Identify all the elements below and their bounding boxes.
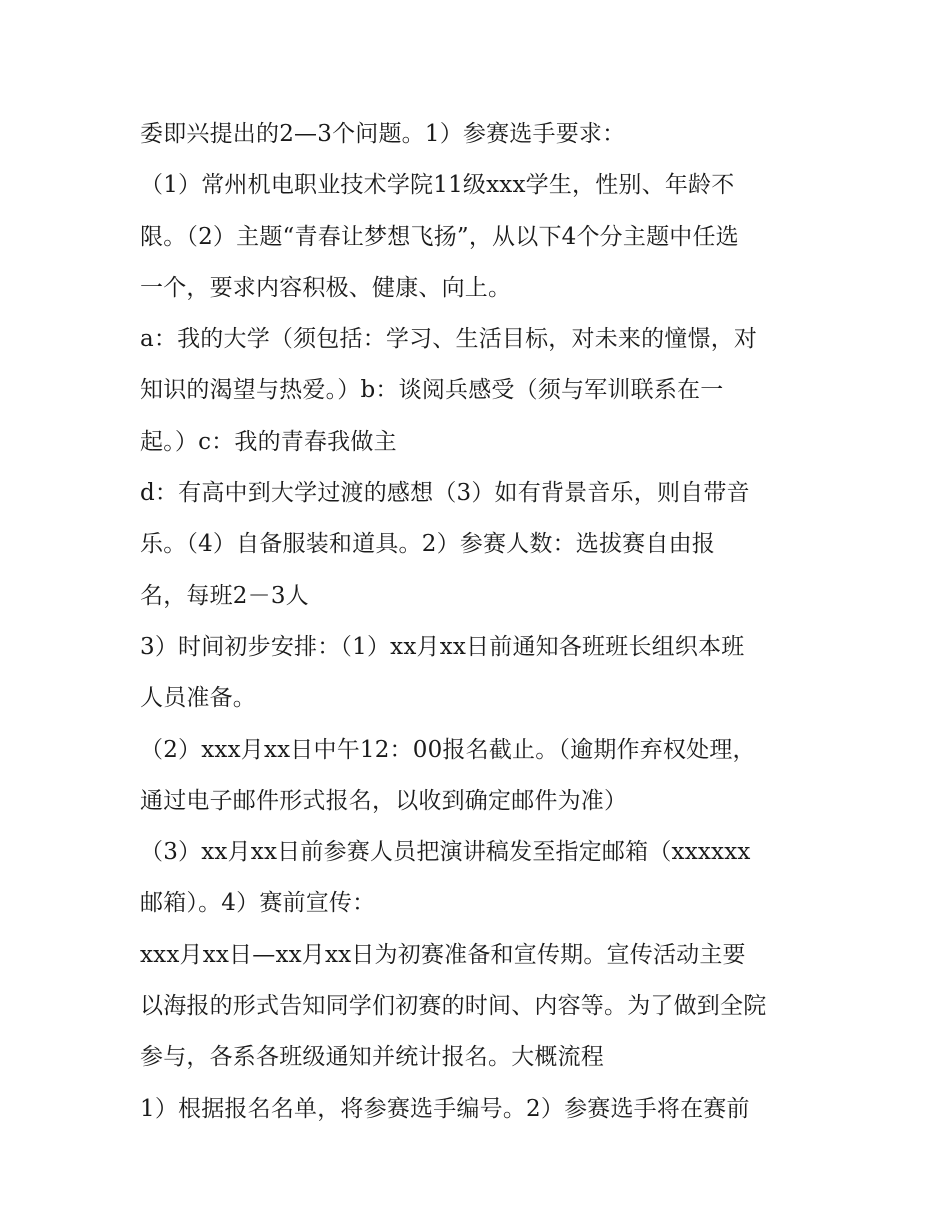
text-line: 知识的渴望与热爱。）b：谈阅兵感受（须与军训联系在一 [140,377,724,404]
text-line: xxx月xx日—xx月xx日为初赛准备和宣传期。宣传活动主要 [140,941,746,968]
text-line: 委即兴提出的2—3个问题。1）参赛选手要求： [140,121,626,147]
text-line: 限。（2）主题“青春让梦想飞扬”，从以下4个分主题中任选 [140,223,739,250]
text-line: 以海报的形式告知同学们初赛的时间、内容等。为了做到全院 [140,993,767,1020]
text-line: 通过电子邮件形式报名，以收到确定邮件为准） [140,787,628,814]
document-body [140,109,820,1135]
text-line: 名，每班2－3人 [140,582,309,609]
text-line: 3）时间初步安排：（1）xx月xx日前通知各班班长组织本班 [140,633,745,660]
text-line: a：我的大学（须包括：学习、生活目标，对未来的憧憬，对 [140,326,758,353]
text-line: （1）常州机电职业技术学院11级xxx学生，性别、年龄不 [140,172,735,199]
text-line: d：有高中到大学过渡的感想（3）如有背景音乐，则自带音 [140,480,750,507]
text-line: 乐。（4）自备服装和道具。2）参赛人数：选拔赛自由报 [140,531,715,558]
text-line: 参与，各系各班级通知并统计报名。大概流程 [140,1044,604,1071]
text-line: 起。）c：我的青春我做主 [140,428,397,455]
text-line: （2）xxx月xx日中午12：00报名截止。（逾期作弃权处理， [140,736,756,763]
text-line: 邮箱）。4）赛前宣传： [140,890,376,917]
text-line: 人员准备。 [140,685,256,712]
text-line: 一个，要求内容积极、健康、向上。 [140,274,512,301]
text-line: （3）xx月xx日前参赛人员把演讲稿发至指定邮箱（xxxxxx [140,839,751,866]
text-line: 1）根据报名名单，将参赛选手编号。2）参赛选手将在赛前 [140,1095,750,1122]
